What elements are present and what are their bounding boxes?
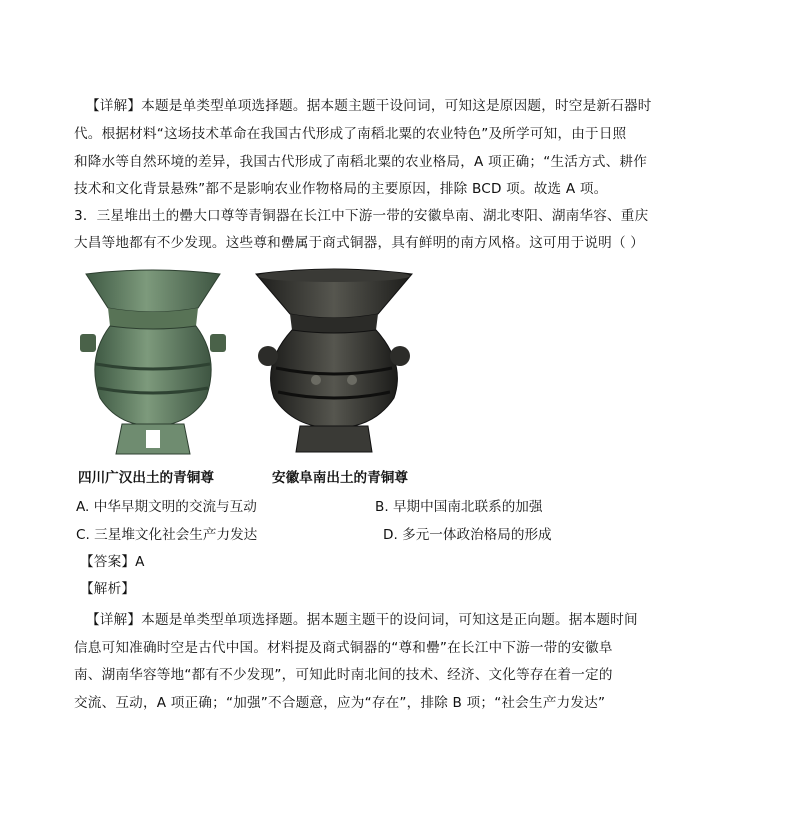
option-d: D. 多元一体政治格局的形成 bbox=[383, 527, 552, 543]
green-bronze-vessel-icon bbox=[78, 268, 228, 458]
analysis-line-2: 信息可知准确时空是古代中国。材料提及商式铜器的“尊和罍”在长江中下游一带的安徽阜 bbox=[74, 640, 613, 656]
question-line-1: 3．三星堆出土的罍大口尊等青铜器在长江中下游一带的安徽阜南、湖北枣阳、湖南华容、重庆 bbox=[74, 208, 649, 224]
analysis-line-1: 【详解】本题是单类型单项选择题。据本题主题干的设问词，可知这是正向题。据本题时间 bbox=[86, 612, 638, 628]
explanation-line-4: 技术和文化背景悬殊”都不是影响农业作物格局的主要原因，排除 BCD 项。故选 A 项。 bbox=[74, 181, 608, 197]
analysis-line-4: 交流、互动，A 项正确；“加强”不合题意，应为“存在”，排除 B 项；“社会生产力发达” bbox=[74, 695, 606, 711]
question-line-2: 大昌等地都有不少发现。这些尊和罍属于商式铜器，具有鲜明的南方风格。这可用于说明（ ） bbox=[74, 235, 645, 251]
left-figure-caption: 四川广汉出土的青铜尊 bbox=[78, 470, 214, 486]
bronze-zun-anhui-image bbox=[254, 268, 414, 458]
explanation-line-2: 代。根据材料“这场技术革命在我国古代形成了南稻北粟的农业特色”及所学可知，由于日照 bbox=[74, 126, 627, 142]
analysis-heading: 【解析】 bbox=[80, 581, 136, 597]
dark-bronze-vessel-icon bbox=[254, 268, 414, 458]
bronze-zun-sichuan-image bbox=[78, 268, 228, 458]
right-figure-caption: 安徽阜南出土的青铜尊 bbox=[272, 470, 408, 486]
option-b: B. 早期中国南北联系的加强 bbox=[375, 499, 543, 515]
analysis-line-3: 南、湖南华容等地“都有不少发现”，可知此时南北间的技术、经济、文化等存在着一定的 bbox=[74, 667, 613, 683]
option-a: A. 中华早期文明的交流与互动 bbox=[76, 499, 257, 515]
answer-label: 【答案】A bbox=[80, 554, 145, 570]
option-c: C. 三星堆文化社会生产力发达 bbox=[76, 527, 258, 543]
explanation-line-1: 【详解】本题是单类型单项选择题。据本题主题干设问词，可知这是原因题，时空是新石器时 bbox=[86, 98, 652, 114]
explanation-line-3: 和降水等自然环境的差异，我国古代形成了南稻北粟的农业格局，A 项正确；“生活方式、耕作 bbox=[74, 154, 648, 170]
